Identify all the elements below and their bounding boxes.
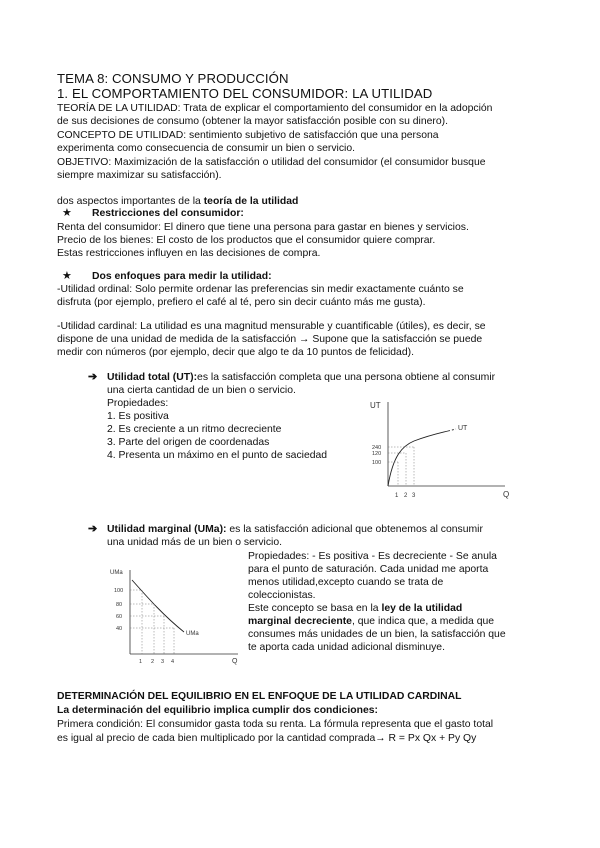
uma-ytick-60: 60 [116, 614, 123, 620]
uma-graph-y-title: UMa [110, 570, 123, 576]
ut-ytick-240: 240 [372, 445, 382, 451]
ut-prop-3: 3. Parte del origen de coordenadas [107, 437, 270, 448]
dos-aspectos-bold: teoría de la utilidad [203, 196, 299, 207]
dos-aspectos-prefix: dos aspectos importantes de la [57, 196, 204, 207]
uma-graph [108, 562, 246, 670]
teoria-line-1: TEORÍA DE LA UTILIDAD: Trata de explicar el comportamiento del consumidor en la adopción [57, 103, 493, 114]
title-tema: TEMA 8: CONSUMO Y PRODUCCIÓN [57, 71, 289, 86]
ordinal-line-2: disfruta (por ejemplo, prefiero el café al té, pero sin decir cuánto más me gusta). [57, 297, 426, 308]
ut-graph [360, 396, 520, 506]
ut-ytick-120: 120 [372, 451, 382, 457]
ut-curve-dashed [448, 429, 456, 431]
arrow-bullet-icon: ➔ [88, 371, 98, 383]
objetivo-line-1: OBJETIVO: Maximización de la satisfacción o utilidad del consumidor (el consumidor busque [57, 157, 486, 168]
restricciones-line-3: Estas restricciones influyen en las decisiones de compra. [57, 248, 321, 259]
equilibrio-heading: DETERMINACIÓN DEL EQUILIBRIO EN EL ENFOQUE DE LA UTILIDAD CARDINAL [57, 691, 462, 702]
uma-props-line-3: menos utilidad,excepto cuando se trata de [248, 577, 444, 588]
restricciones-line-2: Precio de los bienes: El costo de los productos que el consumidor quiere comprar. [57, 235, 436, 246]
ut-curve-label: UT [458, 425, 468, 432]
ut-prop-1: 1. Es positiva [107, 411, 169, 422]
objetivo-line-2: siempre maximizar su satisfacción). [57, 170, 222, 181]
ut-graph-y-title: UT [370, 401, 381, 410]
uma-xtick-2: 2 [151, 659, 155, 665]
cardinal-line-2: dispone de una unidad de medida de la satisfacción → Supone que la satisfacción se puede [57, 334, 483, 345]
concepto-line-2: experimenta como consecuencia de consumir un bien o servicio. [57, 143, 356, 154]
uma-xtick-1: 1 [139, 659, 143, 665]
cardinal-line-3: medir con números (por ejemplo, decir que algo te da 10 puntos de felicidad). [57, 347, 414, 358]
uma-definition-line-1 [107, 523, 483, 536]
uma-term: Utilidad marginal (UMa): [107, 524, 227, 535]
ut-xtick-1: 1 [395, 493, 399, 499]
ut-curve [388, 431, 448, 486]
concepto-line-1: CONCEPTO DE UTILIDAD: sentimiento subjetivo de satisfacción que una persona [57, 130, 439, 141]
uma-ytick-80: 80 [116, 602, 123, 608]
ordinal-line-1: -Utilidad ordinal: Solo permite ordenar las preferencias sin medir exactamente cuánto se [57, 284, 464, 295]
restricciones-heading: Restricciones del consumidor: [92, 208, 244, 219]
uma-xtick-4: 4 [171, 659, 175, 665]
star-bullet-icon: ★ [62, 207, 72, 219]
ut-prop-4: 4. Presenta un máximo en el punto de saciedad [107, 450, 328, 461]
star-bullet-icon: ★ [62, 270, 72, 282]
uma-ley-line-1 [248, 602, 462, 615]
uma-ley-bold-1: ley de la utilidad [381, 603, 463, 614]
uma-graph-x-title: Q [232, 658, 238, 665]
arrow-bullet-icon: ➔ [88, 523, 98, 535]
equilibrio-subheading: La determinación del equilibrio implica cumplir dos condiciones: [57, 705, 379, 716]
uma-curve-label: UMa [186, 631, 199, 637]
uma-props-line-4: coleccionistas. [248, 590, 316, 601]
uma-ley-prefix: Este concepto se basa en la [248, 603, 382, 614]
equilibrio-line-2: es igual al precio de cada bien multiplicado por la cantidad comprada→ R = Px Qx + Py Qy [57, 733, 477, 744]
ut-term: Utilidad total (UT): [107, 372, 198, 383]
equilibrio-line-1: Primera condición: El consumidor gasta toda su renta. La fórmula representa que el gasto total [57, 719, 494, 730]
uma-ytick-100: 100 [114, 588, 124, 594]
uma-props-line-2: para el punto de saturación. Cada unidad me aporta [248, 564, 489, 575]
uma-ley-line-3: consumes más unidades de un bien, la satisfacción que [248, 629, 506, 640]
uma-ytick-40: 40 [116, 626, 123, 632]
ut-graph-x-title: Q [503, 490, 510, 499]
ut-xtick-3: 3 [412, 493, 416, 499]
cardinal-line-1: -Utilidad cardinal: La utilidad es una magnitud mensurable y cuantificable (útiles), es decir, se [57, 321, 486, 332]
uma-ley-line-4: te aporta cada unidad adicional disminuye. [248, 642, 445, 653]
ut-definition-line-1 [107, 371, 495, 384]
restricciones-line-1: Renta del consumidor: El dinero que tiene una persona para gastar en bienes y servicios. [57, 222, 469, 233]
uma-def-1: es la satisfacción adicional que obtenemos al consumir [226, 524, 483, 535]
ut-def-1: es la satisfacción completa que una persona obtiene al consumir [197, 372, 496, 383]
ut-ytick-100: 100 [372, 460, 382, 466]
teoria-line-2: de sus decisiones de consumo (obtener la mayor satisfacción posible con su dinero). [57, 116, 449, 127]
ut-xtick-2: 2 [404, 493, 408, 499]
ut-props-title: Propiedades: [107, 398, 169, 409]
uma-ley-rest-1: , que indica que, a medida que [351, 616, 495, 627]
ut-prop-2: 2. Es creciente a un ritmo decreciente [107, 424, 282, 435]
title-section-1: 1. EL COMPORTAMIENTO DEL CONSUMIDOR: LA UTILIDAD [57, 86, 433, 101]
uma-ley-line-2 [248, 615, 494, 628]
ut-definition-line-2: una cierta cantidad de un bien o servicio. [107, 385, 296, 396]
enfoques-heading: Dos enfoques para medir la utilidad: [92, 271, 272, 282]
uma-curve [132, 580, 184, 632]
uma-ley-bold-2: marginal decreciente [248, 616, 352, 627]
uma-xtick-3: 3 [161, 659, 165, 665]
uma-definition-line-2: una unidad más de un bien o servicio. [107, 537, 283, 548]
uma-props-line-1: Propiedades: - Es positiva - Es decreciente - Se anula [248, 551, 497, 562]
